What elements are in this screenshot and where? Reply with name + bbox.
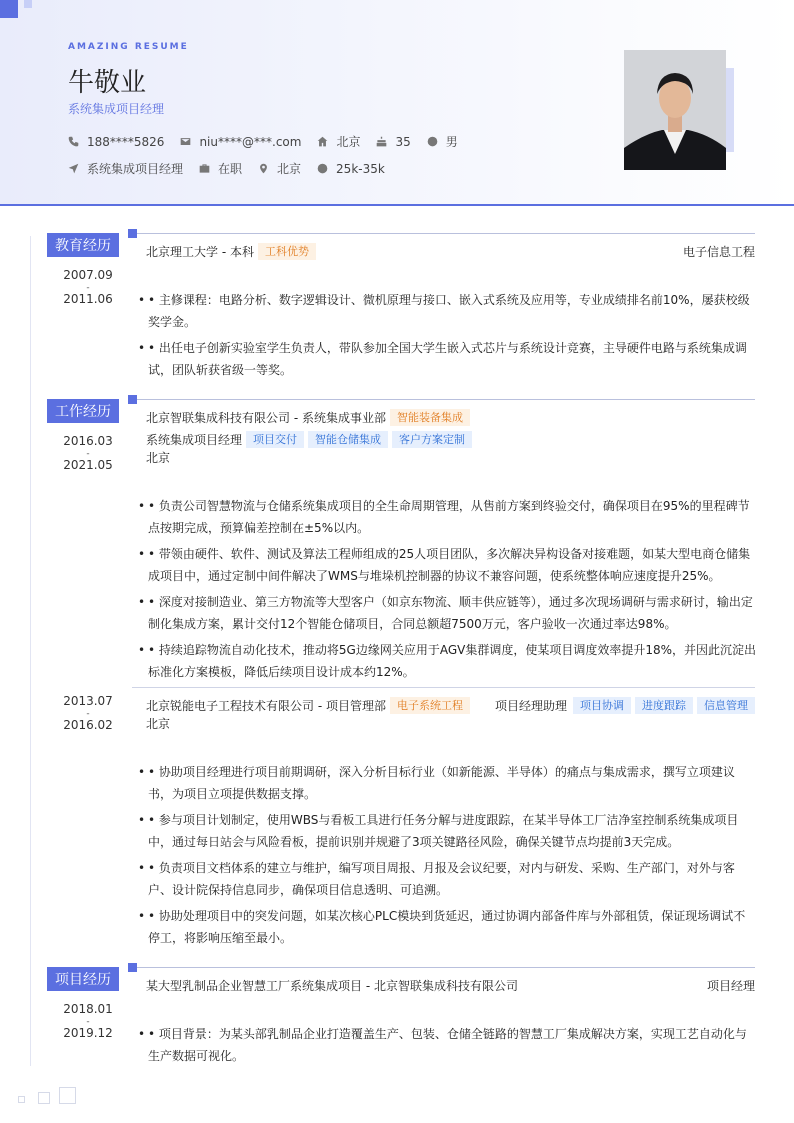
bullet-dot: • [138, 643, 146, 657]
briefcase-icon [199, 163, 210, 174]
bullet-text: • 项目背景：为某头部乳制品企业打造覆盖生产、包装、仓储全链路的智慧工厂集成解决方案，实现工艺自动化与生产数据可视化。 [148, 1027, 747, 1063]
bullet-dot: • [138, 909, 146, 923]
date-separator: - [86, 709, 90, 719]
section-divider [132, 233, 755, 234]
job-bullet [138, 857, 756, 901]
role-tag: 项目协调 [573, 697, 631, 714]
target-city-info [258, 160, 301, 177]
home-icon [317, 136, 328, 147]
project-name: 某大型乳制品企业智慧工厂系统集成项目 - 北京智联集成科技有限公司 [146, 979, 518, 993]
bullet-text: • 深度对接制造业、第三方物流等大型客户（如京东物流、顺丰供应链等），通过多次现场调研与需求研讨，输出定制化集成方案，累计交付12个智能仓储项目，合同总额超7500万元，客户验收一次通过率达98%。 [148, 595, 753, 631]
job-bullet [138, 761, 756, 805]
target-role-text: 系统集成项目经理 [87, 162, 184, 176]
section-title-project: 项目经历 [47, 967, 119, 991]
bullet-dot: • [138, 813, 146, 827]
section-title-work: 工作经历 [47, 399, 119, 423]
bullet-text: • 持续追踪物流自动化技术，推动将5G边缘网关应用于AGV集群调度，使某项目调度效率提升18%，并因此沉淀出标准化方案模板，降低后续项目设计成本约12%。 [148, 643, 757, 679]
education-start-date: 2007.09 [63, 268, 113, 282]
role-tag: 智能仓储集成 [308, 431, 388, 448]
send-icon [68, 163, 79, 174]
job-role-row [146, 431, 472, 448]
company-name: 北京智联集成科技有限公司 - 系统集成事业部 [146, 411, 386, 425]
corner-decoration-small [24, 0, 32, 8]
role-tag: 信息管理 [697, 697, 755, 714]
bullet-text: • 主修课程：电路分析、数字逻辑设计、微机原理与接口、嵌入式系统及应用等，专业成绩排名前10%，屡获校级奖学金。 [148, 293, 750, 329]
bullet-dot: • [138, 1027, 146, 1041]
bullet-text: • 负责公司智慧物流与仓储系统集成项目的全生命周期管理，从售前方案到终验交付，确保项目在95%的里程碑节点按期完成，预算偏差控制在±5%以内。 [148, 499, 750, 535]
education-bullet [138, 289, 756, 333]
project-role: 项目经理 [706, 979, 755, 993]
job-city: 北京 [146, 717, 171, 731]
city-info [317, 133, 360, 150]
section-title-education: 教育经历 [47, 233, 119, 257]
section-marker [128, 963, 137, 972]
job-bullet [138, 905, 756, 949]
contact-row [68, 133, 474, 150]
cake-icon [376, 136, 387, 147]
bullet-dot: • [138, 499, 146, 513]
profile-photo [624, 50, 726, 170]
education-major: 电子信息工程 [682, 245, 755, 259]
project-start-date: 2018.01 [63, 1002, 113, 1016]
job-end-date: 2021.05 [63, 458, 113, 472]
footer-square-decoration [59, 1087, 76, 1104]
role-tag: 客户方案定制 [392, 431, 472, 448]
job-intent-row [68, 160, 401, 177]
gender-info [427, 133, 458, 150]
target-role-info [68, 160, 183, 177]
job-role: 项目经理助理 [494, 699, 567, 713]
job-start-date: 2016.03 [63, 434, 113, 448]
role-tag: 进度跟踪 [635, 697, 693, 714]
bullet-dot: • [138, 595, 146, 609]
footer-square-decoration [38, 1092, 50, 1104]
role-tag: 项目交付 [246, 431, 304, 448]
age-info [376, 135, 410, 149]
bullet-dot: • [138, 765, 146, 779]
job-start-date: 2013.07 [63, 694, 113, 708]
status-info [199, 160, 242, 177]
status-text: 在职 [218, 162, 243, 176]
footer-square-decoration [18, 1096, 25, 1103]
bullet-text: • 带领由硬件、软件、测试及算法工程师组成的25人项目团队，多次解决异构设备对接难题，如某大型电商仓储集成项目中，通过定制中间件解决了WMS与堆垛机控制器的协议不兼容问题，使系统整体响应速度提升25%。 [148, 547, 751, 583]
phone-icon [68, 136, 79, 147]
job-role-row [495, 697, 755, 714]
school-name: 北京理工大学 - 本科 [146, 245, 254, 259]
mail-icon [180, 136, 191, 147]
job-role: 系统集成项目经理 [146, 433, 243, 447]
company-tag: 电子系统工程 [390, 697, 470, 714]
education-end-date: 2011.06 [63, 292, 113, 306]
company-name: 北京锐能电子工程技术有限公司 - 项目管理部 [146, 699, 386, 713]
city-text: 北京 [336, 135, 361, 149]
company-tag: 智能装备集成 [390, 409, 470, 426]
job-bullet [138, 543, 756, 587]
section-divider [132, 399, 755, 400]
salary-text: 25k-35k [336, 161, 385, 176]
education-bullet [138, 337, 756, 381]
job-company-row [146, 697, 470, 714]
bullet-dot: • [138, 861, 146, 875]
job-end-date: 2016.02 [63, 718, 113, 732]
bullet-text: • 协助处理项目中的突发问题，如某次核心PLC模块到货延迟，通过协调内部备件库与外部租赁，保证现场调试不停工，将影响压缩至最小。 [148, 909, 746, 945]
project-end-date: 2019.12 [63, 1026, 113, 1040]
job-city: 北京 [146, 451, 171, 465]
gender-text: 男 [445, 135, 458, 149]
gender-icon [427, 136, 438, 147]
job-company-row [146, 409, 470, 426]
section-marker [128, 395, 137, 404]
bullet-dot: • [138, 293, 146, 307]
corner-decoration [0, 0, 18, 18]
date-separator: - [86, 449, 90, 459]
date-separator: - [86, 283, 90, 293]
candidate-name: 牛敬业 [68, 68, 147, 98]
job-bullet [138, 495, 756, 539]
project-bullet [138, 1023, 756, 1067]
age-text: 35 [395, 134, 411, 149]
resume-header [0, 0, 794, 206]
education-school-row [146, 243, 316, 260]
bullet-text: • 协助项目经理进行项目前期调研，深入分析目标行业（如新能源、半导体）的痛点与集成需求，撰写立项建议书，为项目立项提供数据支撑。 [148, 765, 735, 801]
job-divider [132, 687, 755, 688]
section-marker [128, 229, 137, 238]
email-info [180, 135, 301, 149]
email-text: niu****@***.com [199, 134, 302, 149]
job-bullet [138, 639, 756, 683]
school-tag: 工科优势 [258, 243, 316, 260]
phone-text: 188****5826 [87, 134, 165, 149]
section-divider [132, 967, 755, 968]
phone-info [68, 135, 164, 149]
job-bullet [138, 809, 756, 853]
bullet-dot: • [138, 341, 146, 355]
date-separator: - [86, 1017, 90, 1027]
bullet-text: • 参与项目计划制定，使用WBS与看板工具进行任务分解与进度跟踪，在某半导体工厂洁净室控制系统集成项目中，通过每日站会与风险看板，提前识别并规避了3项关键路径风险，确保关键节点均提前3天完成。 [148, 813, 739, 849]
bullet-dot: • [138, 547, 146, 561]
target-city-text: 北京 [277, 162, 302, 176]
resume-tagline: AMAZING RESUME [68, 42, 189, 52]
bullet-text: • 出任电子创新实验室学生负责人，带队参加全国大学生嵌入式芯片与系统设计竞赛，主导硬件电路与系统集成调试，团队斩获省级一等奖。 [148, 341, 747, 377]
bullet-text: • 负责项目文档体系的建立与维护，编写项目周报、月报及会议纪要，对内与研发、采购、生产部门，对外与客户、设计院保持信息同步，确保项目信息透明、可追溯。 [148, 861, 735, 897]
portrait-illustration [624, 50, 726, 170]
candidate-job-title: 系统集成项目经理 [68, 102, 165, 116]
location-pin-icon [258, 163, 269, 174]
job-bullet [138, 591, 756, 635]
money-icon [317, 163, 328, 174]
left-timeline-rail [30, 236, 31, 1066]
salary-info [317, 162, 385, 176]
